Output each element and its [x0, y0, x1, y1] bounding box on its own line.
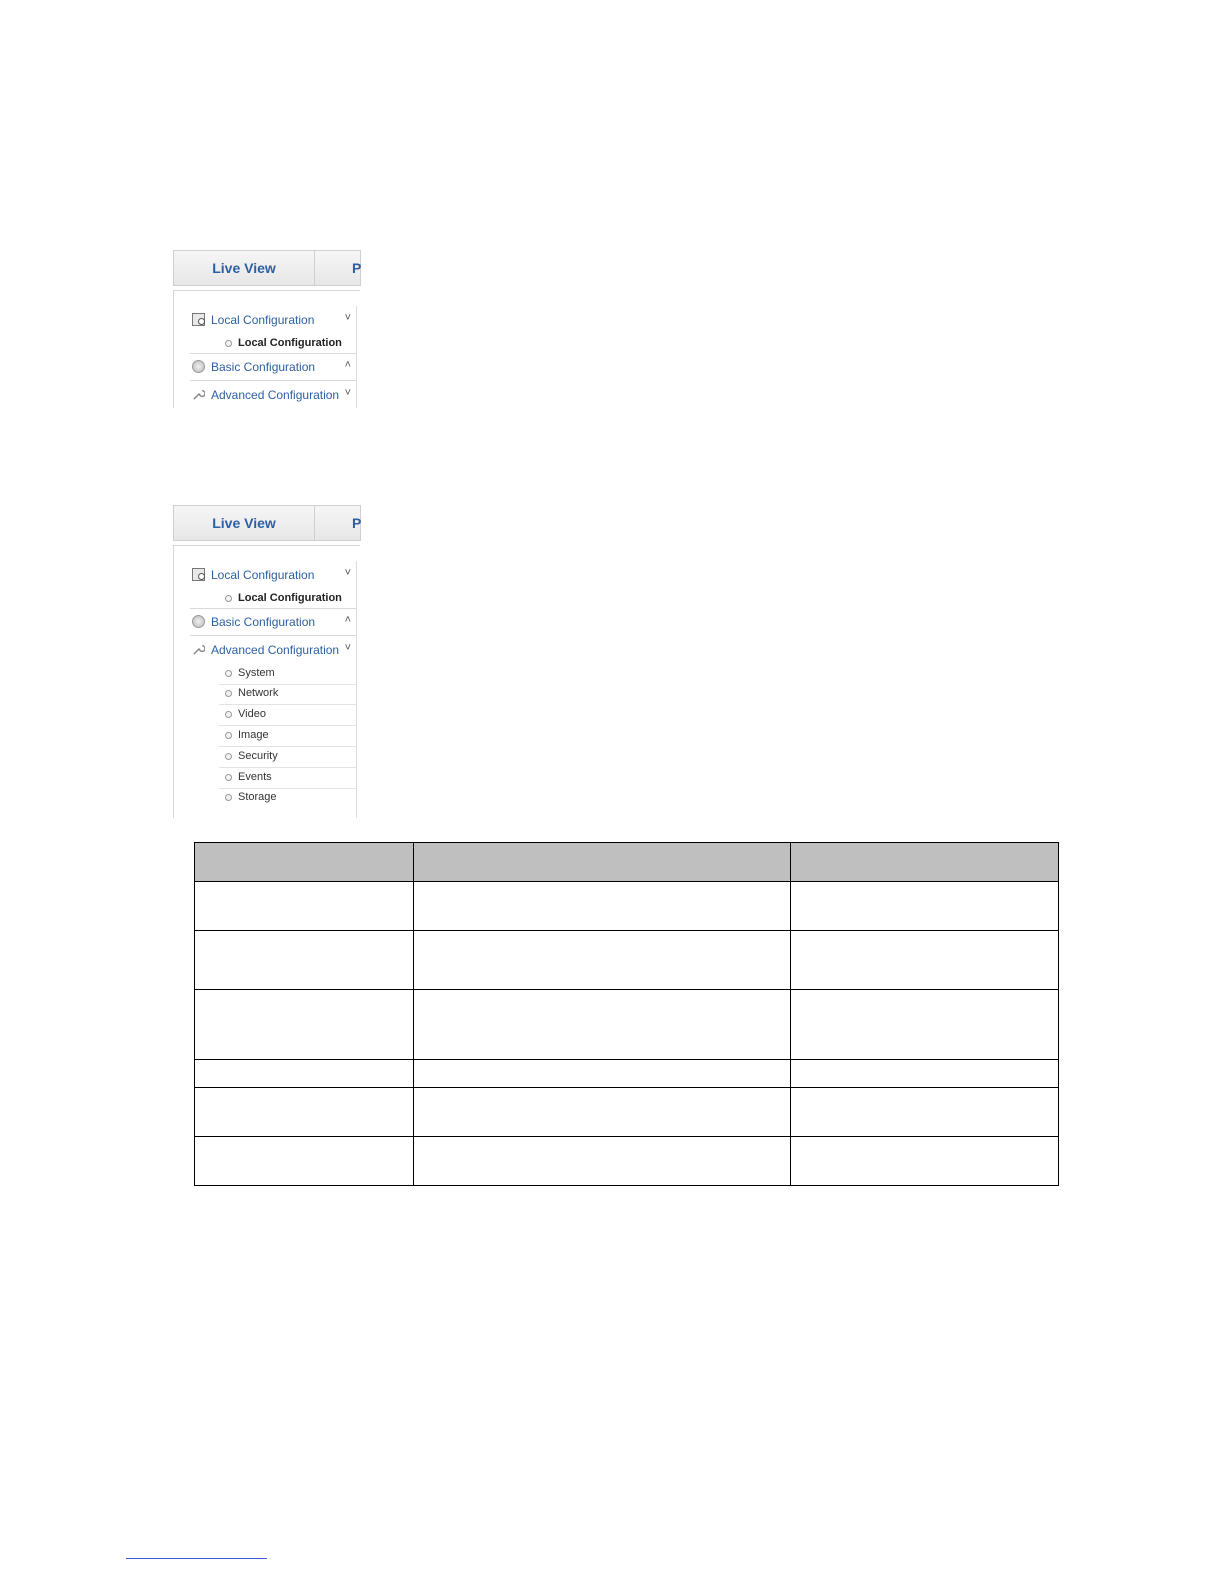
table-cell [791, 990, 1059, 1060]
table-cell [195, 931, 414, 990]
section-label: Advanced Configuration [211, 643, 340, 657]
menu-screenshot-expanded [173, 505, 361, 818]
section-label: Advanced Configuration [211, 388, 340, 402]
menu-item-image[interactable]: Image [225, 729, 269, 741]
divider [190, 380, 357, 381]
table-row [195, 882, 1059, 931]
menu-item-security[interactable]: Security [225, 750, 278, 762]
bullet-icon [225, 711, 232, 718]
bullet-icon [225, 595, 232, 602]
chevron-down-icon: ˅ [344, 312, 351, 324]
top-tab-bar [173, 505, 361, 541]
table-cell [791, 931, 1059, 990]
table-cell [195, 1137, 414, 1186]
table-cell [791, 882, 1059, 931]
table-cell [195, 1088, 414, 1137]
bullet-icon [225, 753, 232, 760]
table-cell [414, 931, 791, 990]
footnote-separator [126, 1558, 267, 1559]
table-cell [414, 1137, 791, 1186]
section-local-configuration[interactable] [190, 562, 357, 588]
bullet-icon [225, 690, 232, 697]
section-label: Basic Configuration [211, 615, 316, 629]
section-label: Local Configuration [211, 313, 315, 327]
divider [219, 725, 357, 726]
menu-item-events[interactable]: Events [225, 771, 272, 783]
table-cell [791, 1137, 1059, 1186]
divider [219, 746, 357, 747]
local-config-icon [192, 313, 205, 326]
chevron-up-icon: ˄ [344, 614, 351, 626]
tab-live-view[interactable]: Live View [174, 506, 315, 540]
bullet-icon [225, 794, 232, 801]
table-cell [195, 990, 414, 1060]
table-cell [414, 1060, 791, 1088]
section-advanced-configuration[interactable] [190, 637, 357, 663]
bullet-icon [225, 774, 232, 781]
menu-item-local-configuration[interactable]: Local Configuration [225, 337, 342, 349]
section-local-configuration[interactable] [190, 307, 357, 333]
table-cell [791, 1060, 1059, 1088]
table-row [195, 990, 1059, 1060]
divider [219, 704, 357, 705]
table-header-cell [195, 843, 414, 882]
section-basic-configuration[interactable] [190, 609, 357, 635]
divider [190, 635, 357, 636]
section-label: Basic Configuration [211, 360, 316, 374]
local-config-icon [192, 568, 205, 581]
chevron-down-icon: ˅ [344, 642, 351, 654]
menu-item-local-configuration[interactable]: Local Configuration [225, 592, 342, 604]
divider [219, 684, 357, 685]
bullet-icon [225, 732, 232, 739]
menu-screenshot-collapsed [173, 250, 361, 408]
basic-config-icon [192, 360, 205, 373]
wrench-icon [192, 643, 205, 656]
wrench-icon [192, 388, 205, 401]
table-row [195, 931, 1059, 990]
table-row [195, 1060, 1059, 1088]
menu-item-video[interactable]: Video [225, 708, 266, 720]
panel-right-border [356, 561, 357, 818]
chevron-down-icon: ˅ [344, 567, 351, 579]
table-cell [195, 882, 414, 931]
bullet-icon [225, 670, 232, 677]
table-cell [791, 1088, 1059, 1137]
table-row [195, 1137, 1059, 1186]
top-tab-bar [173, 250, 361, 286]
table-cell [414, 990, 791, 1060]
table-header-row [195, 843, 1059, 882]
table-header-cell [414, 843, 791, 882]
table-cell [414, 1088, 791, 1137]
chevron-up-icon: ˄ [344, 359, 351, 371]
tab-live-view[interactable]: Live View [174, 251, 315, 285]
table-header-cell [791, 843, 1059, 882]
table-cell [414, 882, 791, 931]
tab-playback-partial[interactable]: P [352, 515, 361, 531]
divider [219, 767, 357, 768]
section-advanced-configuration[interactable] [190, 382, 357, 408]
basic-config-icon [192, 615, 205, 628]
empty-parameter-table [194, 842, 1059, 1186]
section-label: Local Configuration [211, 568, 315, 582]
table-cell [195, 1060, 414, 1088]
menu-item-storage[interactable]: Storage [225, 791, 277, 803]
bullet-icon [225, 340, 232, 347]
section-basic-configuration[interactable] [190, 354, 357, 380]
chevron-down-icon: ˅ [344, 387, 351, 399]
table-row [195, 1088, 1059, 1137]
menu-item-network[interactable]: Network [225, 687, 278, 699]
divider [219, 788, 357, 789]
menu-item-system[interactable]: System [225, 667, 275, 679]
tab-playback-partial[interactable]: P [352, 260, 361, 276]
